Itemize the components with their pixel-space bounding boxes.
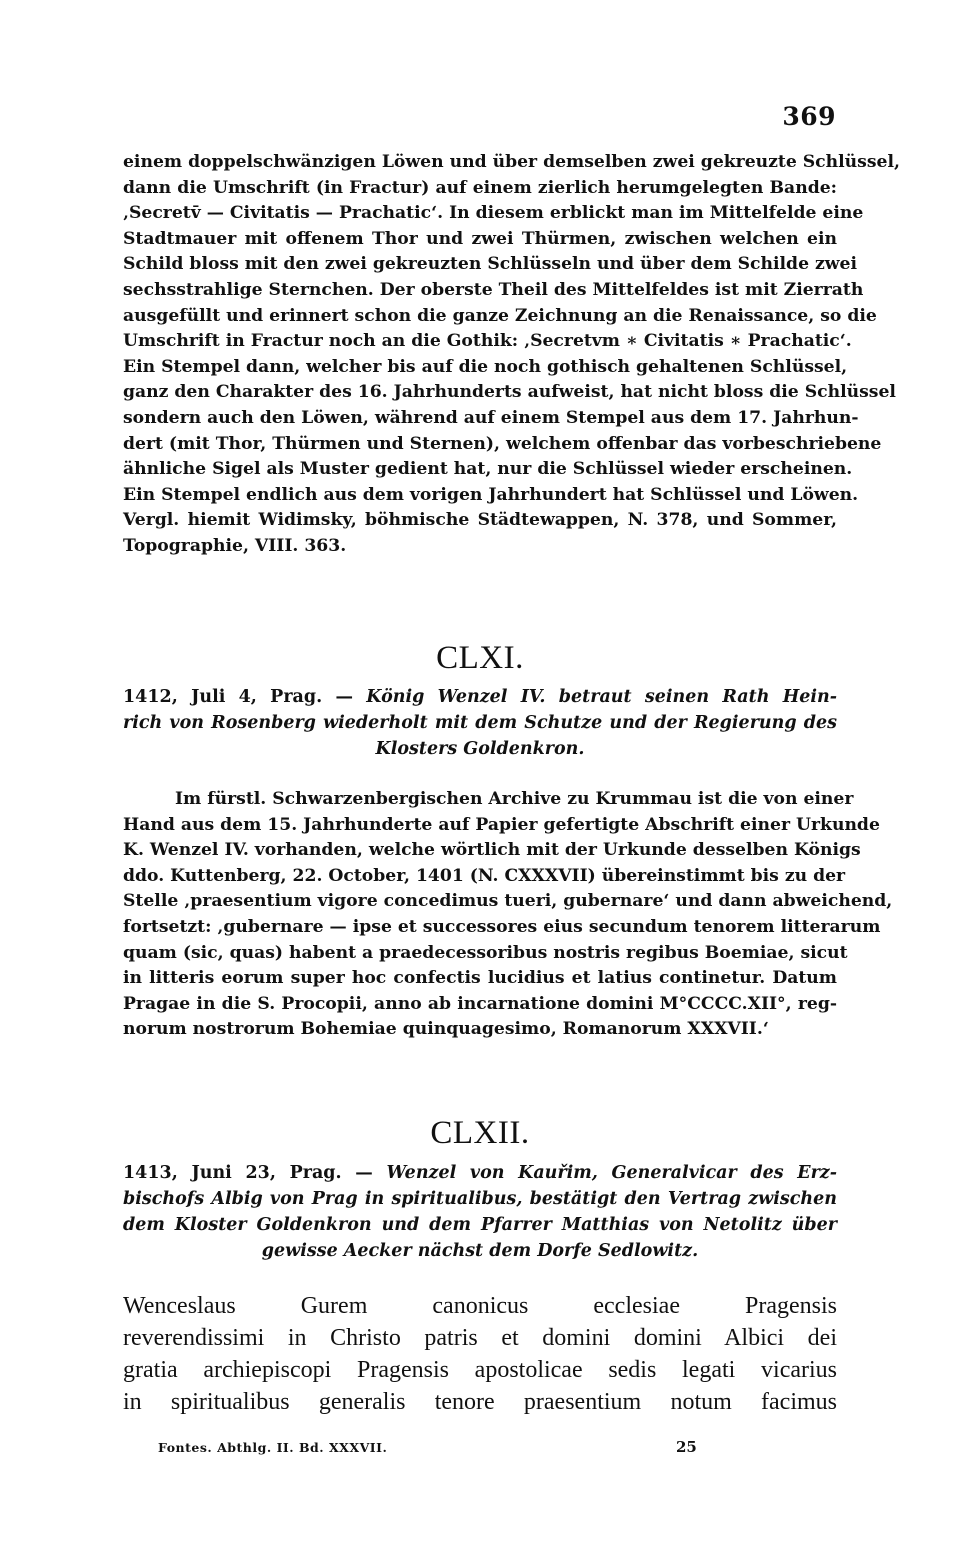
- section-heading: CLXII.: [430, 1115, 530, 1151]
- text-line: einem doppelschwänzigen Löwen und über demselben zwei gekreuzte Schlüssel,: [123, 152, 900, 172]
- text-line: Ein Stempel dann, welcher bis auf die noch gothisch gehaltenen Schlüssel,: [123, 356, 848, 377]
- text-line: ‚Secretv̄ — Civitatis — Prachatic‘. In diesem erblickt man im Mittelfelde eine: [123, 203, 864, 224]
- text-line: Topographie, VIII. 363.: [123, 535, 347, 556]
- text-line: Vergl. hiemit Widimsky, böhmische Städtewappen, N. 378, und Sommer,: [123, 510, 837, 531]
- text-line: Schild bloss mit den zwei gekreuzten Schlüsseln und über dem Schilde zwei: [123, 254, 858, 275]
- text-line: fortsetzt: ‚gubernare — ipse et successores eius secundum tenorem litterarum: [123, 916, 881, 937]
- regest-date: 1413, Juni 23, Prag.: [123, 1163, 342, 1183]
- text-line: sechsstrahlige Sternchen. Der oberste Theil des Mittelfeldes ist mit Zierrath: [123, 279, 864, 300]
- dash: —: [341, 1163, 387, 1183]
- regest-line: Klosters Goldenkron.: [375, 739, 585, 759]
- regest-text: König Wenzel IV. betraut seinen Rath Hein-: [366, 687, 837, 707]
- text-line: ähnliche Sigel als Muster gedient hat, nur die Schlüssel wieder erscheinen.: [123, 459, 853, 480]
- intro-paragraph: [123, 150, 900, 560]
- section-heading: CLXI.: [436, 640, 524, 676]
- regest-line: [123, 1160, 837, 1186]
- text-line: Ein Stempel endlich aus dem vorigen Jahrhundert hat Schlüssel und Löwen.: [123, 484, 859, 505]
- regest-summary: [123, 1160, 837, 1264]
- text-line: norum nostrorum Bohemiae quinquagesimo, Romanorum XXXVII.‘: [123, 1019, 769, 1040]
- text-line: ausgefüllt und erinnert schon die ganze Zeichnung an die Renaissance, so die: [123, 305, 877, 326]
- footer-signature: Fontes. Abthlg. II. Bd. XXXVII.: [158, 1440, 388, 1455]
- text-line: dann die Umschrift (in Fractur) auf einem zierlich herumgelegten Bande:: [123, 177, 837, 198]
- charter-text: [123, 1290, 837, 1418]
- text-line: K. Wenzel IV. vorhanden, welche wörtlich mit der Urkunde desselben Königs: [123, 840, 861, 861]
- charter-line: gratia archiepiscopi Pragensis apostolicae sedis legati vicarius: [123, 1357, 837, 1383]
- regest-date: 1412, Juli 4, Prag.: [123, 687, 323, 707]
- text-line: in litteris eorum super hoc confectis lucidius et latius continetur. Datum: [123, 968, 837, 989]
- archive-note: [123, 787, 893, 1043]
- text-line: Im fürstl. Schwarzenbergischen Archive zu Krummau ist die von einer: [175, 789, 854, 809]
- regest-line: gewisse Aecker nächst dem Dorfe Sedlowitz.: [261, 1241, 699, 1261]
- text-line: Stadtmauer mit offenem Thor und zwei Thürmen, zwischen welchen ein: [123, 228, 837, 249]
- text-line: Pragae in die S. Procopii, anno ab incarnatione domini M°CCCC.XII°, reg-: [123, 993, 837, 1014]
- regest-summary: [123, 684, 837, 762]
- regest-line: bischofs Albig von Prag in spiritualibus, bestätigt den Vertrag zwischen: [123, 1189, 837, 1209]
- regest-line: [123, 684, 837, 710]
- text-line: Hand aus dem 15. Jahrhunderte auf Papier gefertigte Abschrift einer Urkunde: [123, 814, 880, 835]
- text-line: ddo. Kuttenberg, 22. October, 1401 (N. CXXXVII) übereinstimmt bis zu der: [123, 865, 846, 886]
- text-line: dert (mit Thor, Thürmen und Sternen), welchem offenbar das vorbeschriebene: [123, 433, 882, 454]
- regest-line: dem Kloster Goldenkron und dem Pfarrer Matthias von Netolitz über: [123, 1215, 837, 1235]
- text-line: Umschrift in Fractur noch an die Gothik: ‚Secretvm ∗ Civitatis ∗ Prachatic‘.: [123, 331, 852, 352]
- sheet-number: 25: [676, 1438, 697, 1456]
- text-line: Stelle ‚praesentium vigore concedimus tueri, gubernare‘ und dann abweichend,: [123, 891, 893, 912]
- page-number: 369: [782, 102, 836, 131]
- charter-line: reverendissimi in Christo patris et domini domini Albici dei: [123, 1325, 837, 1351]
- regest-line: rich von Rosenberg wiederholt mit dem Schutze und der Regierung des: [123, 713, 837, 733]
- regest-text: Wenzel von Kauřim, Generalvicar des Erz-: [386, 1163, 837, 1183]
- charter-line: in spiritualibus generalis tenore praesentium notum facimus: [123, 1389, 837, 1415]
- text-line: quam (sic, quas) habent a praedecessoribus nostris regibus Boemiae, sicut: [123, 942, 848, 963]
- charter-line: Wenceslaus Gurem canonicus ecclesiae Pragensis: [123, 1293, 837, 1319]
- text-line: sondern auch den Löwen, während auf einem Stempel aus dem 17. Jahrhun-: [123, 407, 859, 428]
- text-line: ganz den Charakter des 16. Jahrhunderts aufweist, hat nicht bloss die Schlüssel: [123, 382, 896, 403]
- dash: —: [322, 687, 367, 707]
